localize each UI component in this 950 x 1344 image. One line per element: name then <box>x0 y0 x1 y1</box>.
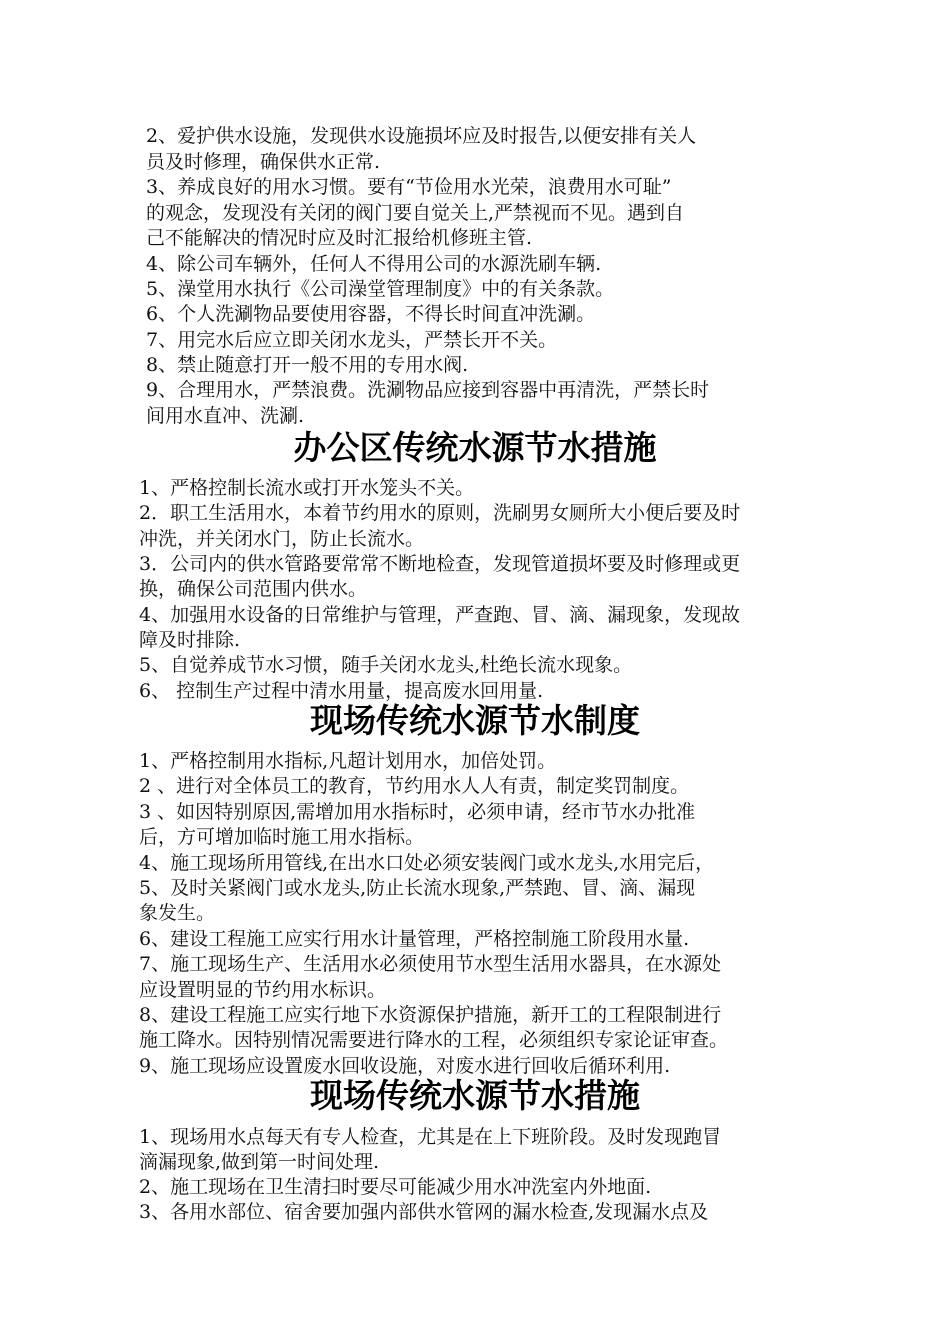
paragraph-line: 应设置明显的节约用水标识。 <box>139 979 387 1001</box>
paragraph-line: 7、施工现场生产、生活用水必须使用节水型生活用水器具，在水源处 <box>139 953 722 975</box>
paragraph-line: 4、加强用水设备的日常维护与管理，严查跑、冒、滴、漏现象，发现故 <box>139 604 741 626</box>
paragraph-line: 3、各用水部位、宿舍要加强内部供水管网的漏水检查,发现漏水点及 <box>139 1201 709 1223</box>
paragraph-line: 7、用完水后应立即关闭水龙头，严禁长开不关。 <box>146 329 558 351</box>
paragraph-line: 2、施工现场在卫生清扫时要尽可能减少用水冲洗室内外地面. <box>139 1176 652 1198</box>
section-heading: 现场传统水源节水制度 <box>310 701 640 740</box>
paragraph-line: 9、施工现场应设置废水回收设施，对废水进行回收后循环利用. <box>139 1055 671 1077</box>
paragraph-line: 1、严格控制用水指标,凡超计划用水，加倍处罚。 <box>139 750 557 772</box>
paragraph-line: 4、施工现场所用管线,在出水口处必须安装阀门或水龙头,水用完后， <box>139 852 715 874</box>
paragraph-line: 1、现场用水点每天有专人检查，尤其是在上下班阶段。及时发现跑冒 <box>139 1126 722 1148</box>
paragraph-line: 象发生。 <box>139 902 216 924</box>
paragraph-line: 5、及时关紧阀门或水龙头,防止长流水现象,严禁跑、冒、滴、漏现 <box>139 877 696 899</box>
paragraph-line: 施工降水。因特别情况需要进行降水的工程，必须组织专家论证审查。 <box>139 1029 729 1051</box>
paragraph-line: 己不能解决的情况时应及时汇报给机修班主管. <box>146 227 533 249</box>
paragraph-line: 2 、进行对全体员工的教育，节约用水人人有责，制定奖罚制度。 <box>139 775 690 797</box>
paragraph-line: 的观念，发现没有关闭的阀门要自觉关上,严禁视而不见。遇到自 <box>146 202 685 224</box>
paragraph-line: 5、澡堂用水执行《公司澡堂管理制度》中的有关条款。 <box>146 278 615 300</box>
paragraph-line: 1、严格控制长流水或打开水笼头不关。 <box>139 477 475 499</box>
paragraph-line: 2、爱护供水设施，发现供水设施损坏应及时报告,以便安排有关人 <box>146 125 697 147</box>
paragraph-line: 8、建设工程施工应实行地下水资源保护措施，新开工的工程限制进行 <box>139 1004 722 1026</box>
paragraph-line: 冲洗，并关闭水门，防止长流水。 <box>139 528 425 550</box>
paragraph-line: 滴漏现象,做到第一时间处理. <box>139 1151 380 1173</box>
paragraph-line: 3．公司内的供水管路要常常不断地检查，发现管道损坏要及时修理或更 <box>139 553 741 575</box>
paragraph-line: 5、自觉养成节水习惯，随手关闭水龙头,杜绝长流水现象。 <box>139 654 633 676</box>
paragraph-line: 4、除公司车辆外，任何人不得用公司的水源洗刷车辆. <box>146 253 602 275</box>
section-heading: 现场传统水源节水措施 <box>310 1076 640 1115</box>
paragraph-line: 员及时修理，确保供水正常. <box>146 151 381 173</box>
paragraph-line: 3 、如因特别原因,需增加用水指标时，必须申请，经市节水办批准 <box>139 801 696 823</box>
paragraph-line: 8、禁止随意打开一般不用的专用水阀. <box>146 354 469 376</box>
paragraph-line: 3、养成良好的用水习惯。要有“节俭用水光荣，浪费用水可耻” <box>146 176 672 198</box>
paragraph-line: 障及时排除. <box>139 629 241 651</box>
paragraph-line: 后，方可增加临时施工用水指标。 <box>139 826 425 848</box>
section-heading: 办公区传统水源节水措施 <box>293 428 657 467</box>
paragraph-line: 6、个人洗涮物品要使用容器，不得长时间直冲洗涮。 <box>146 303 596 325</box>
paragraph-line: 9、合理用水，严禁浪费。洗涮物品应接到容器中再清洗，严禁长时 <box>146 379 710 401</box>
paragraph-line: 2．职工生活用水，本着节约用水的原则，洗刷男女厕所大小便后要及时 <box>139 502 741 524</box>
paragraph-line: 换，确保公司范围内供水。 <box>139 578 368 600</box>
paragraph-line: 间用水直冲、洗涮. <box>146 405 305 427</box>
paragraph-line: 6、建设工程施工应实行用水计量管理，严格控制施工阶段用水量. <box>139 928 690 950</box>
paragraph-line: 6、 控制生产过程中清水用量，提高废水回用量. <box>139 680 544 702</box>
